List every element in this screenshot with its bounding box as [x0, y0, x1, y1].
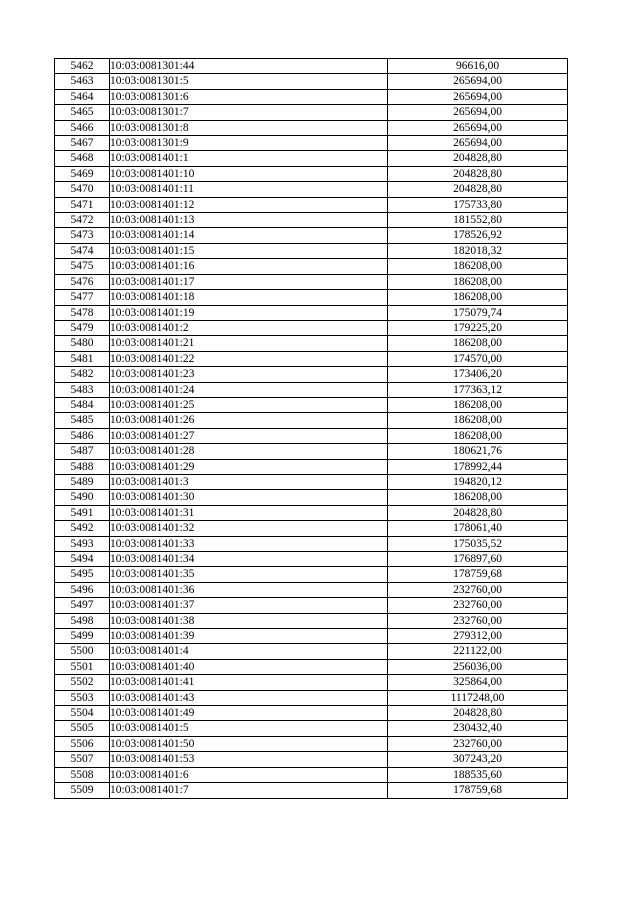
cadastral-number-cell: 10:03:0081401:26: [110, 413, 388, 428]
row-number-cell: 5497: [55, 598, 110, 613]
row-number-cell: 5484: [55, 397, 110, 412]
cadastral-value-cell: 181552,80: [388, 213, 568, 228]
table-row: [55, 259, 568, 274]
row-number-cell: 5467: [55, 136, 110, 151]
row-number-cell: 5498: [55, 613, 110, 628]
cadastral-number-cell: 10:03:0081401:13: [110, 213, 388, 228]
cadastral-number-cell: 10:03:0081401:3: [110, 474, 388, 489]
cadastral-value-cell: 175733,80: [388, 197, 568, 212]
table-row: [55, 290, 568, 305]
row-number-cell: 5507: [55, 752, 110, 767]
cadastral-value-cell: 256036,00: [388, 659, 568, 674]
table-row: [55, 767, 568, 782]
row-number-cell: 5486: [55, 428, 110, 443]
table-row: [55, 351, 568, 366]
row-number-cell: 5509: [55, 783, 110, 798]
table-row: [55, 598, 568, 613]
cadastral-value-cell: 178526,92: [388, 228, 568, 243]
table-row: [55, 397, 568, 412]
cadastral-value-cell: 279312,00: [388, 629, 568, 644]
row-number-cell: 5487: [55, 444, 110, 459]
table-row: [55, 582, 568, 597]
cadastral-value-cell: 265694,00: [388, 136, 568, 151]
cadastral-number-cell: 10:03:0081401:5: [110, 721, 388, 736]
cadastral-number-cell: 10:03:0081401:32: [110, 521, 388, 536]
cadastral-value-cell: 265694,00: [388, 105, 568, 120]
cadastral-number-cell: 10:03:0081401:21: [110, 336, 388, 351]
row-number-cell: 5501: [55, 659, 110, 674]
table-row: [55, 644, 568, 659]
row-number-cell: 5479: [55, 320, 110, 335]
row-number-cell: 5502: [55, 675, 110, 690]
table-row: [55, 505, 568, 520]
table-row: [55, 74, 568, 89]
row-number-cell: 5493: [55, 536, 110, 551]
table-row: [55, 428, 568, 443]
cadastral-value-cell: 178759,68: [388, 783, 568, 798]
cadastral-number-cell: 10:03:0081401:23: [110, 367, 388, 382]
table-row: [55, 136, 568, 151]
cadastral-number-cell: 10:03:0081401:22: [110, 351, 388, 366]
table-row: [55, 320, 568, 335]
cadastral-number-cell: 10:03:0081401:33: [110, 536, 388, 551]
cadastral-number-cell: 10:03:0081401:50: [110, 736, 388, 751]
cadastral-number-cell: 10:03:0081401:10: [110, 166, 388, 181]
cadastral-value-cell: 186208,00: [388, 397, 568, 412]
cadastral-value-cell: 265694,00: [388, 120, 568, 135]
cadastral-value-cell: 178759,68: [388, 567, 568, 582]
cadastral-number-cell: 10:03:0081401:34: [110, 552, 388, 567]
table-row: [55, 629, 568, 644]
table-row: [55, 120, 568, 135]
cadastral-number-cell: 10:03:0081301:7: [110, 105, 388, 120]
table-row: [55, 552, 568, 567]
row-number-cell: 5494: [55, 552, 110, 567]
cadastral-number-cell: 10:03:0081401:30: [110, 490, 388, 505]
table-row: [55, 305, 568, 320]
row-number-cell: 5504: [55, 706, 110, 721]
table-row: [55, 213, 568, 228]
cadastral-number-cell: 10:03:0081401:36: [110, 582, 388, 597]
cadastral-number-cell: 10:03:0081401:15: [110, 243, 388, 258]
table-row: [55, 166, 568, 181]
cadastral-number-cell: 10:03:0081401:25: [110, 397, 388, 412]
row-number-cell: 5474: [55, 243, 110, 258]
row-number-cell: 5483: [55, 382, 110, 397]
cadastral-number-cell: 10:03:0081401:16: [110, 259, 388, 274]
table-row: [55, 459, 568, 474]
cadastral-number-cell: 10:03:0081401:2: [110, 320, 388, 335]
row-number-cell: 5485: [55, 413, 110, 428]
row-number-cell: 5471: [55, 197, 110, 212]
cadastral-number-cell: 10:03:0081401:27: [110, 428, 388, 443]
cadastral-number-cell: 10:03:0081401:31: [110, 505, 388, 520]
row-number-cell: 5495: [55, 567, 110, 582]
cadastral-number-cell: 10:03:0081401:24: [110, 382, 388, 397]
row-number-cell: 5475: [55, 259, 110, 274]
cadastral-value-cell: 265694,00: [388, 89, 568, 104]
row-number-cell: 5492: [55, 521, 110, 536]
row-number-cell: 5489: [55, 474, 110, 489]
cadastral-value-cell: 230432,40: [388, 721, 568, 736]
table-row: [55, 675, 568, 690]
row-number-cell: 5488: [55, 459, 110, 474]
cadastral-value-cell: 186208,00: [388, 290, 568, 305]
table-row: [55, 706, 568, 721]
table-row: [55, 105, 568, 120]
row-number-cell: 5503: [55, 690, 110, 705]
cadastral-value-cell: 204828,80: [388, 166, 568, 181]
table-row: [55, 521, 568, 536]
cadastral-value-cell: 180621,76: [388, 444, 568, 459]
cadastral-value-cell: 173406,20: [388, 367, 568, 382]
cadastral-number-cell: 10:03:0081401:28: [110, 444, 388, 459]
cadastral-value-cell: 204828,80: [388, 182, 568, 197]
cadastral-number-cell: 10:03:0081301:6: [110, 89, 388, 104]
table-row: [55, 228, 568, 243]
table-row: [55, 197, 568, 212]
table-row: [55, 367, 568, 382]
cadastral-value-cell: 186208,00: [388, 413, 568, 428]
row-number-cell: 5473: [55, 228, 110, 243]
cadastral-value-cell: 174570,00: [388, 351, 568, 366]
table-row: [55, 736, 568, 751]
table-row: [55, 413, 568, 428]
cadastral-number-cell: 10:03:0081401:18: [110, 290, 388, 305]
cadastral-value-cell: 194820,12: [388, 474, 568, 489]
cadastral-value-cell: 325864,00: [388, 675, 568, 690]
cadastral-number-cell: 10:03:0081301:5: [110, 74, 388, 89]
table-row: [55, 382, 568, 397]
row-number-cell: 5490: [55, 490, 110, 505]
row-number-cell: 5468: [55, 151, 110, 166]
cadastral-value-cell: 221122,00: [388, 644, 568, 659]
cadastral-number-cell: 10:03:0081401:11: [110, 182, 388, 197]
row-number-cell: 5478: [55, 305, 110, 320]
cadastral-value-cell: 178992,44: [388, 459, 568, 474]
cadastral-value-cell: 186208,00: [388, 428, 568, 443]
cadastral-value-cell: 204828,80: [388, 505, 568, 520]
cadastral-number-cell: 10:03:0081401:37: [110, 598, 388, 613]
table-row: [55, 474, 568, 489]
cadastral-number-cell: 10:03:0081401:12: [110, 197, 388, 212]
cadastral-number-cell: 10:03:0081401:29: [110, 459, 388, 474]
cadastral-number-cell: 10:03:0081301:8: [110, 120, 388, 135]
row-number-cell: 5469: [55, 166, 110, 181]
cadastral-value-cell: 186208,00: [388, 336, 568, 351]
cadastral-value-cell: 178061,40: [388, 521, 568, 536]
cadastral-number-cell: 10:03:0081301:44: [110, 59, 388, 74]
cadastral-number-cell: 10:03:0081401:38: [110, 613, 388, 628]
table-row: [55, 567, 568, 582]
table-row: [55, 613, 568, 628]
row-number-cell: 5472: [55, 213, 110, 228]
row-number-cell: 5500: [55, 644, 110, 659]
table-row: [55, 59, 568, 74]
cadastral-number-cell: 10:03:0081401:17: [110, 274, 388, 289]
table-row: [55, 243, 568, 258]
row-number-cell: 5462: [55, 59, 110, 74]
row-number-cell: 5508: [55, 767, 110, 782]
cadastral-value-cell: 175035,52: [388, 536, 568, 551]
cadastral-value-cell: 232760,00: [388, 736, 568, 751]
cadastral-value-cell: 1117248,00: [388, 690, 568, 705]
cadastral-number-cell: 10:03:0081401:7: [110, 783, 388, 798]
cadastral-value-cell: 232760,00: [388, 613, 568, 628]
cadastral-number-cell: 10:03:0081401:19: [110, 305, 388, 320]
cadastral-value-cell: 179225,20: [388, 320, 568, 335]
row-number-cell: 5477: [55, 290, 110, 305]
table-row: [55, 752, 568, 767]
cadastral-number-cell: 10:03:0081401:14: [110, 228, 388, 243]
row-number-cell: 5464: [55, 89, 110, 104]
table-row: [55, 151, 568, 166]
cadastral-value-cell: 307243,20: [388, 752, 568, 767]
cadastral-value-table: [54, 58, 568, 799]
row-number-cell: 5470: [55, 182, 110, 197]
cadastral-number-cell: 10:03:0081401:43: [110, 690, 388, 705]
row-number-cell: 5499: [55, 629, 110, 644]
cadastral-number-cell: 10:03:0081401:6: [110, 767, 388, 782]
table-body: [55, 59, 568, 799]
row-number-cell: 5476: [55, 274, 110, 289]
table-row: [55, 444, 568, 459]
table-row: [55, 89, 568, 104]
row-number-cell: 5463: [55, 74, 110, 89]
cadastral-number-cell: 10:03:0081401:35: [110, 567, 388, 582]
cadastral-number-cell: 10:03:0081401:39: [110, 629, 388, 644]
cadastral-number-cell: 10:03:0081401:1: [110, 151, 388, 166]
cadastral-number-cell: 10:03:0081401:53: [110, 752, 388, 767]
cadastral-value-cell: 186208,00: [388, 274, 568, 289]
table-row: [55, 783, 568, 798]
cadastral-value-cell: 188535,60: [388, 767, 568, 782]
table-row: [55, 274, 568, 289]
cadastral-value-cell: 186208,00: [388, 259, 568, 274]
row-number-cell: 5506: [55, 736, 110, 751]
cadastral-number-cell: 10:03:0081401:49: [110, 706, 388, 721]
cadastral-number-cell: 10:03:0081401:41: [110, 675, 388, 690]
row-number-cell: 5465: [55, 105, 110, 120]
row-number-cell: 5505: [55, 721, 110, 736]
table-row: [55, 659, 568, 674]
cadastral-number-cell: 10:03:0081401:40: [110, 659, 388, 674]
cadastral-value-cell: 177363,12: [388, 382, 568, 397]
cadastral-value-cell: 265694,00: [388, 74, 568, 89]
row-number-cell: 5480: [55, 336, 110, 351]
row-number-cell: 5491: [55, 505, 110, 520]
cadastral-number-cell: 10:03:0081401:4: [110, 644, 388, 659]
row-number-cell: 5466: [55, 120, 110, 135]
cadastral-value-cell: 176897,60: [388, 552, 568, 567]
cadastral-value-cell: 96616,00: [388, 59, 568, 74]
table-row: [55, 536, 568, 551]
cadastral-value-cell: 204828,80: [388, 151, 568, 166]
table-row: [55, 690, 568, 705]
table-row: [55, 721, 568, 736]
table-row: [55, 336, 568, 351]
cadastral-value-cell: 232760,00: [388, 598, 568, 613]
row-number-cell: 5481: [55, 351, 110, 366]
cadastral-value-cell: 232760,00: [388, 582, 568, 597]
cadastral-value-cell: 186208,00: [388, 490, 568, 505]
cadastral-value-cell: 182018,32: [388, 243, 568, 258]
table-row: [55, 490, 568, 505]
row-number-cell: 5496: [55, 582, 110, 597]
table-row: [55, 182, 568, 197]
cadastral-value-cell: 175079,74: [388, 305, 568, 320]
cadastral-value-cell: 204828,80: [388, 706, 568, 721]
row-number-cell: 5482: [55, 367, 110, 382]
cadastral-number-cell: 10:03:0081301:9: [110, 136, 388, 151]
